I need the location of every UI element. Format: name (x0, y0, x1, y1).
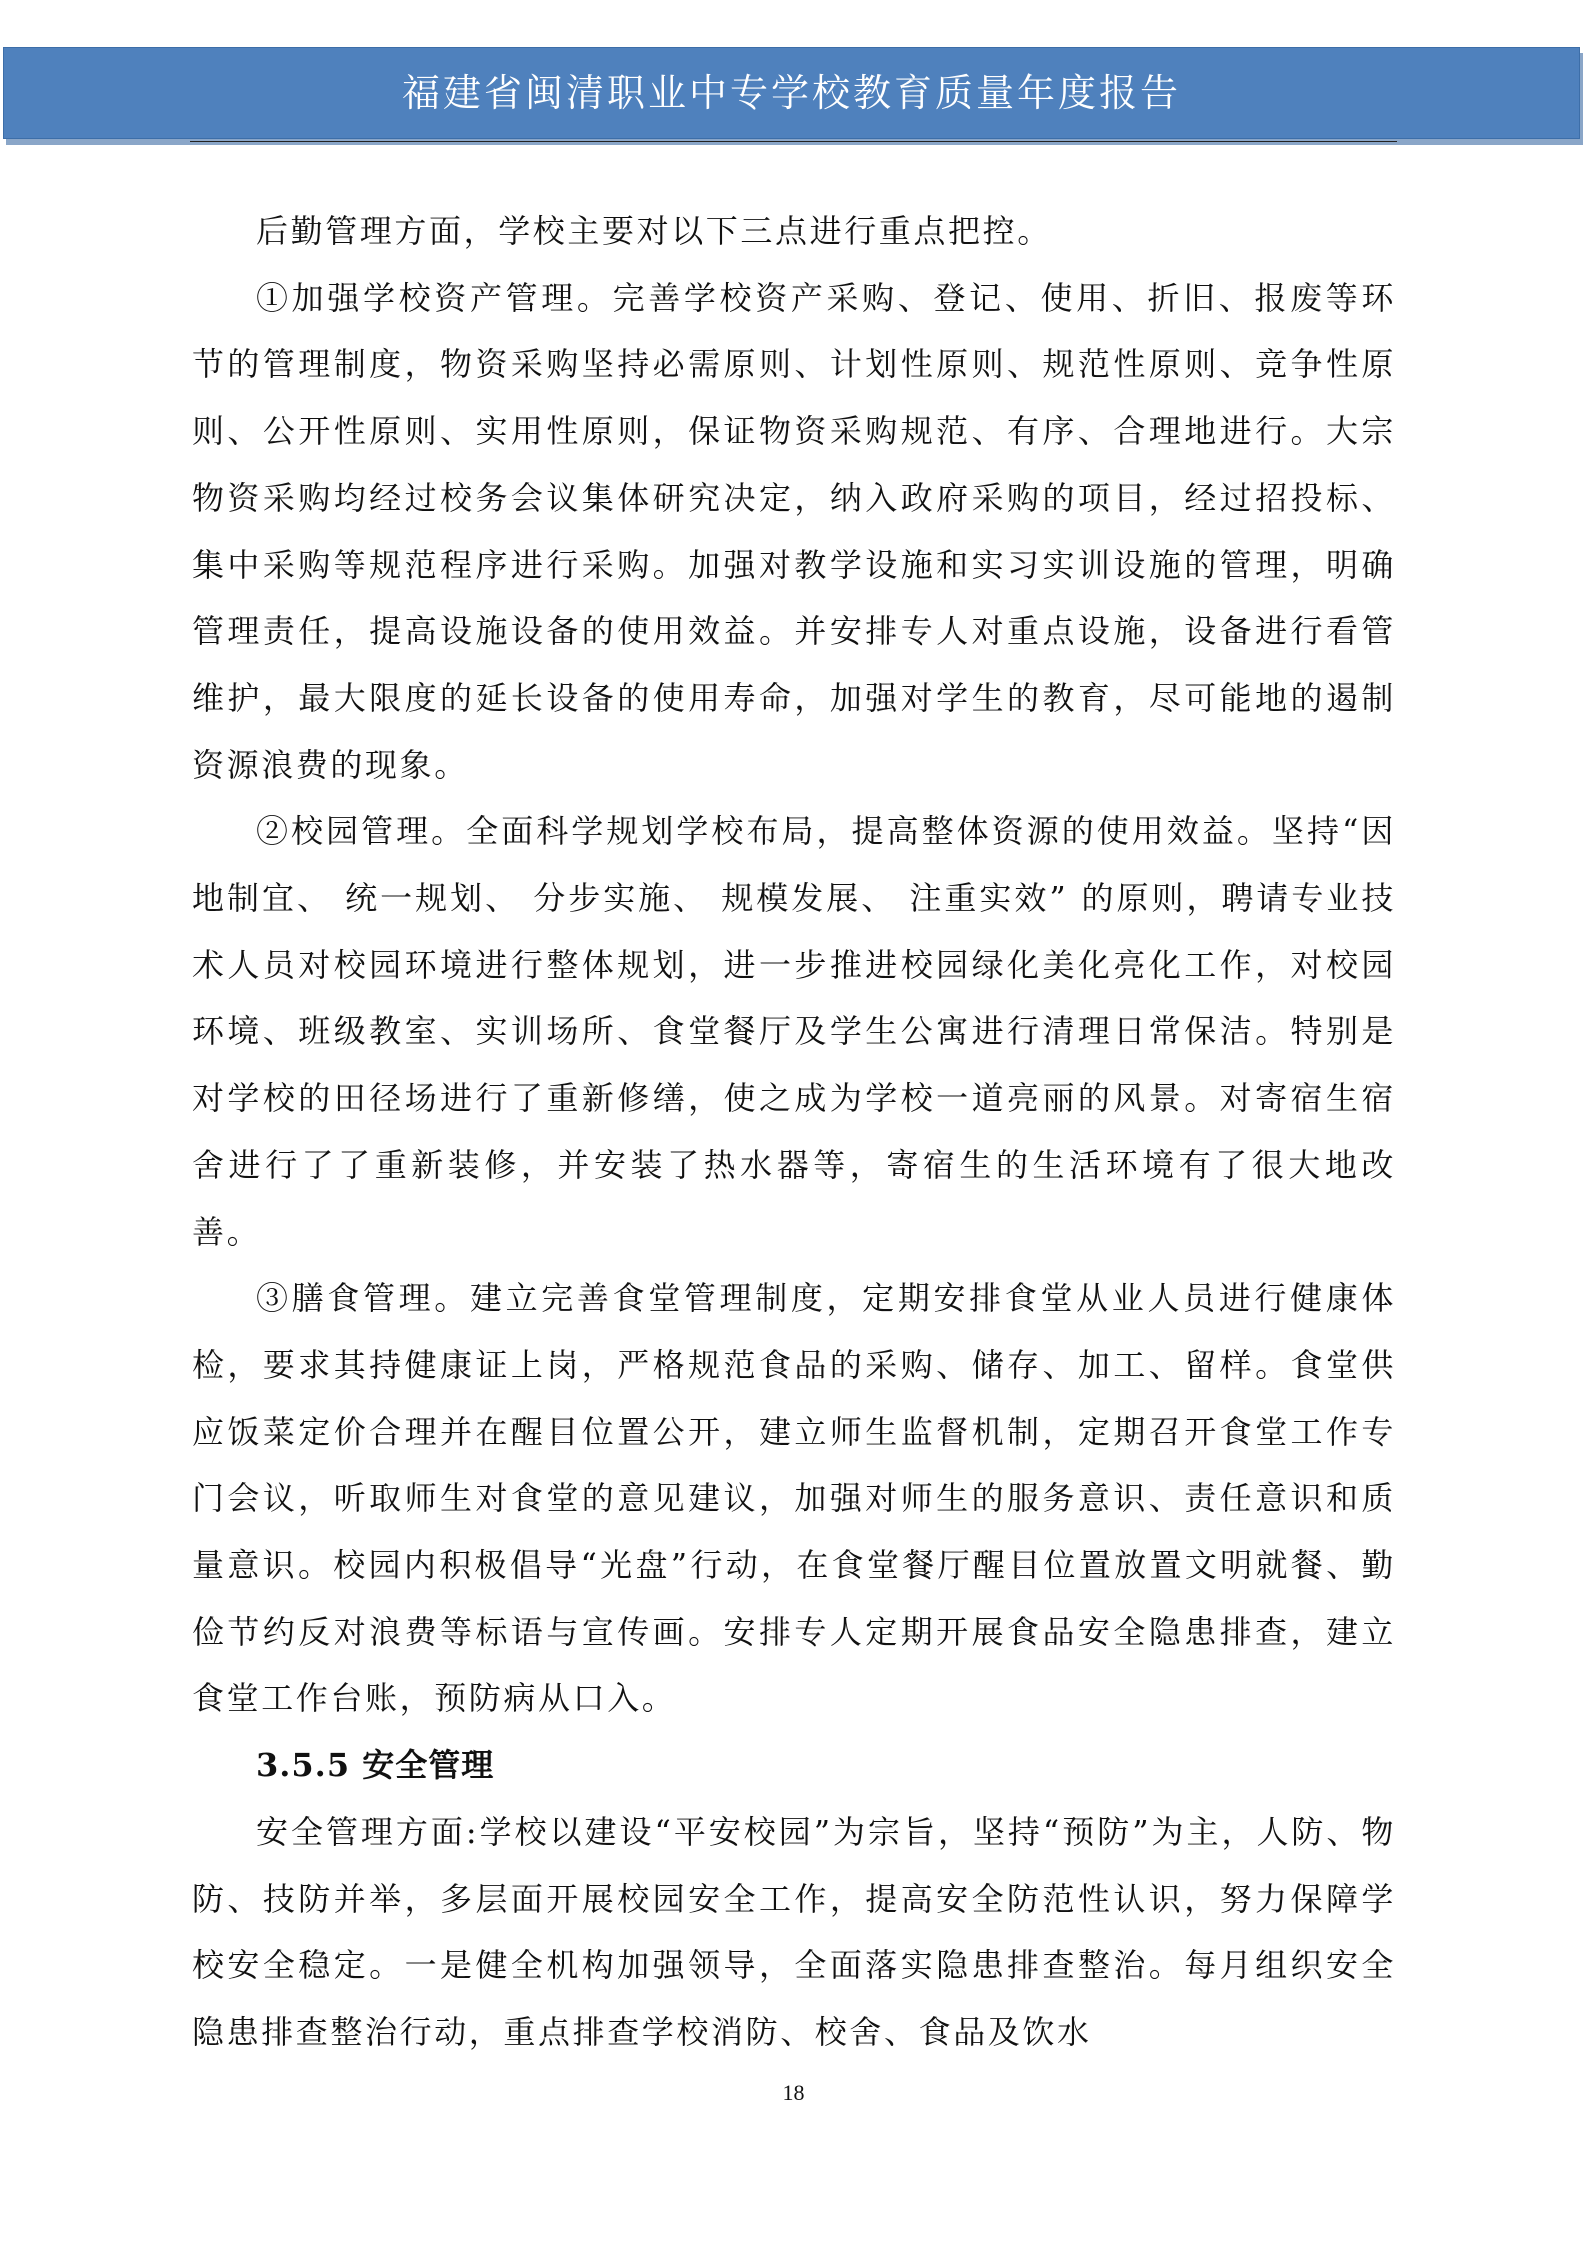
paragraph-safety-management: 安全管理方面:学校以建设“平安校园”为宗旨，坚持“预防”为主，人防、物防、技防并举，多层面开展校园安全工作，提高安全防范性认识，努力保障学校安全稳定。一是健全机构加强领导，全面落实隐患排查整治。每月组织安全隐患排查整治行动，重点排查学校消防、校舍、食品及饮水 (192, 1812, 1396, 2051)
page-content (192, 198, 1396, 2066)
paragraph-catering-management: ③膳食管理。建立完善食堂管理制度，定期安排食堂从业人员进行健康体检，要求其持健康证上岗，严格规范食品的采购、储存、加工、留样。食堂供应饭菜定价合理并在醒目位置公开，建立师生监督机制，定期召开食堂工作专门会议，听取师生对食堂的意见建议，加强对师生的服务意识、责任意识和质量意识。校园内积极倡导“光盘”行动，在食堂餐厅醒目位置放置文明就餐、勤俭节约反对浪费等标语与宣传画。安排专人定期开展食品安全隐患排查，建立食堂工作台账，预防病从口入。 (192, 1279, 1396, 1718)
report-title: 福建省闽清职业中专学校教育质量年度报告 (401, 71, 1181, 115)
paragraph-logistics-intro: 后勤管理方面，学校主要对以下三点进行重点把控。 (256, 212, 1052, 250)
paragraph-campus-management: ②校园管理。全面科学规划学校布局，提高整体资源的使用效益。坚持“因地制宜、 统一规划、 分步实施、 规模发展、 注重实效” 的原则，聘请专业技术人员对校园环境进行整体规划，进一步推进校园绿化美化亮化工作，对校园环境、班级教室、实训场所、食堂餐厅及学生公寓进行清理日常保洁。特别是对学校的田径场进行了重新修缮，使之成为学校一道亮丽的风景。对寄宿生宿舍进行了了重新装修，并安装了热水器等，寄宿生的生活环境有了很大地改善。 (192, 812, 1396, 1251)
header-band (3, 47, 1580, 139)
section-heading: 3.5.5 安全管理 (256, 1746, 495, 1785)
header-divider (190, 141, 1397, 142)
page-number: 18 (782, 2080, 805, 2105)
paragraph-asset-management: ①加强学校资产管理。完善学校资产采购、登记、使用、折旧、报废等环节的管理制度，物资采购坚持必需原则、计划性原则、规范性原则、竞争性原则、公开性原则、实用性原则，保证物资采购规范、有序、合理地进行。大宗物资采购均经过校务会议集体研究决定，纳入政府采购的项目，经过招投标、集中采购等规范程序进行采购。加强对教学设施和实习实训设施的管理，明确管理责任，提高设施设备的使用效益。并安排专人对重点设施，设备进行看管维护，最大限度的延长设备的使用寿命，加强对学生的教育，尽可能地的遏制资源浪费的现象。 (192, 278, 1396, 784)
